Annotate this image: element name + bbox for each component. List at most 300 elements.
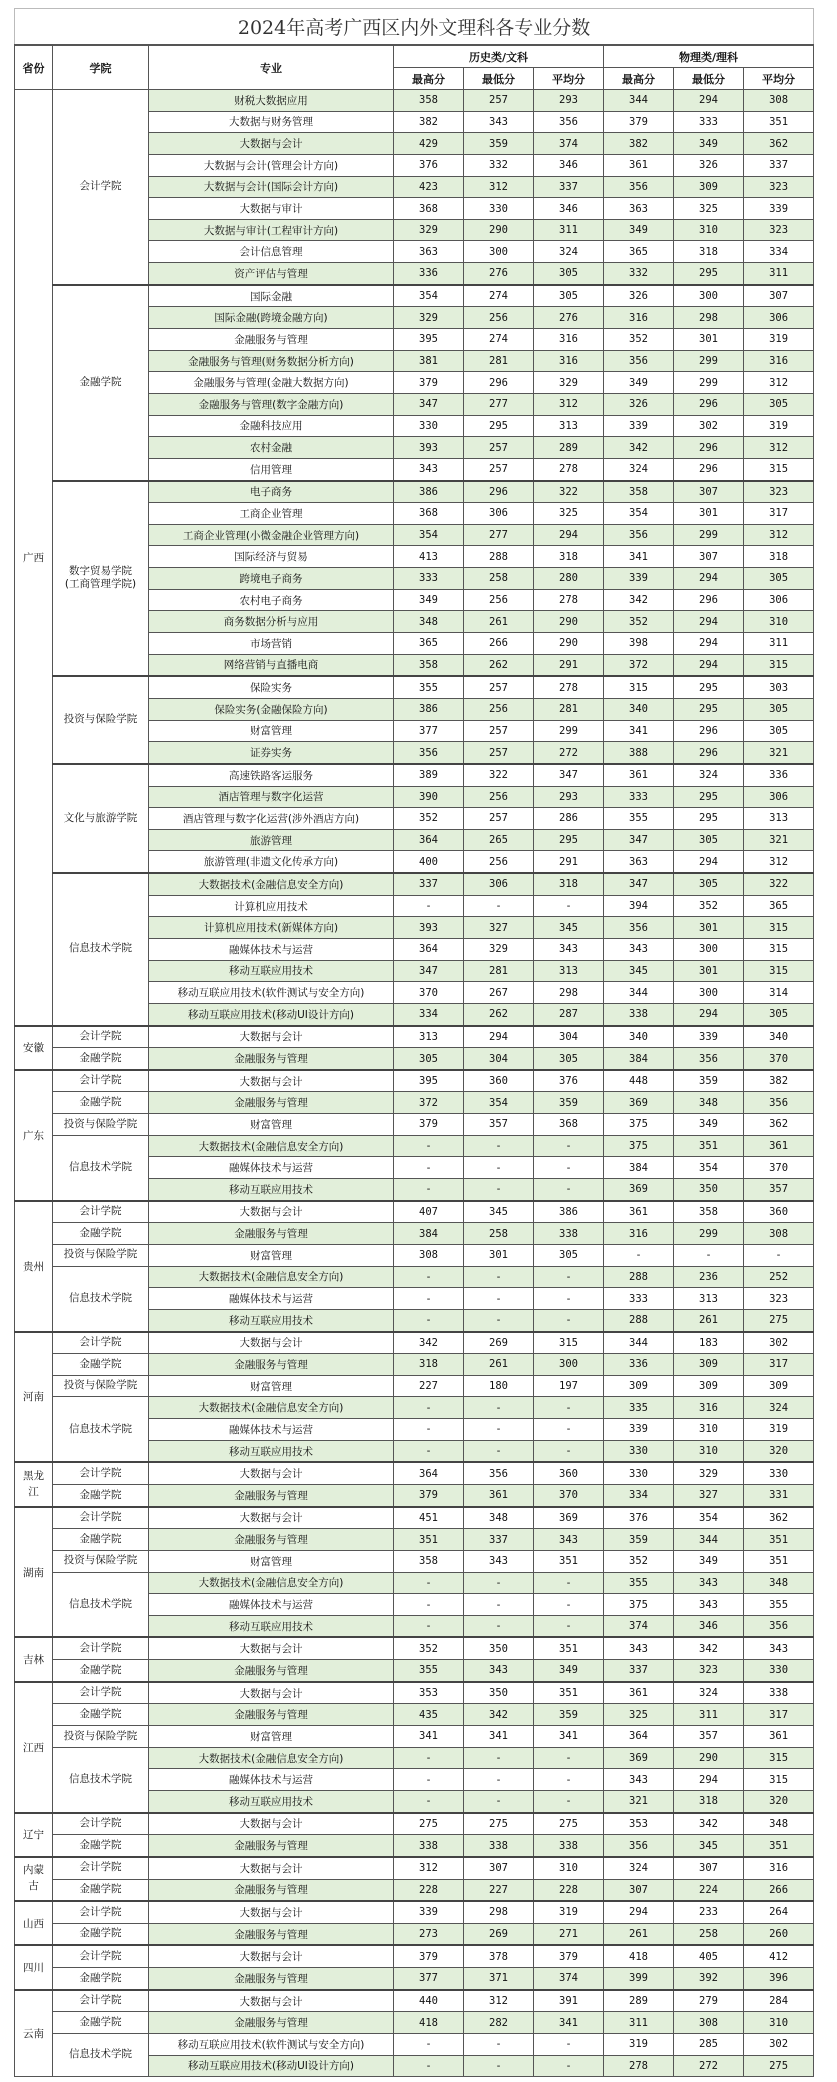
physics-max-cell: 344 <box>604 90 674 112</box>
physics-avg-cell: 305 <box>744 1003 814 1025</box>
history-min-cell: - <box>464 1790 534 1812</box>
college-cell: 投资与保险学院 <box>53 1114 149 1136</box>
physics-avg-cell: 312 <box>744 372 814 394</box>
college-cell: 会计学院 <box>53 1901 149 1923</box>
province-cell: 河南 <box>15 1332 53 1463</box>
header-history-max: 最高分 <box>394 68 464 90</box>
college-cell: 金融学院 <box>53 285 149 481</box>
major-cell: 大数据与会计 <box>149 1990 394 2012</box>
table-row <box>15 1968 814 1990</box>
history-max-cell: 347 <box>394 960 464 982</box>
physics-min-cell: 294 <box>674 1003 744 1025</box>
physics-avg-cell: 306 <box>744 307 814 329</box>
major-cell: 旅游管理(非遗文化传承方向) <box>149 851 394 873</box>
history-min-cell: 257 <box>464 437 534 459</box>
physics-max-cell: 356 <box>604 350 674 372</box>
table-row <box>15 676 814 698</box>
physics-min-cell: 344 <box>674 1529 744 1551</box>
history-max-cell: 379 <box>394 372 464 394</box>
history-min-cell: 345 <box>464 1201 534 1223</box>
physics-avg-cell: 316 <box>744 1857 814 1879</box>
history-max-cell: 356 <box>394 742 464 764</box>
physics-avg-cell: 264 <box>744 1901 814 1923</box>
history-min-cell: - <box>464 1572 534 1594</box>
history-min-cell: - <box>464 895 534 917</box>
history-avg-cell: 295 <box>534 829 604 851</box>
physics-max-cell: 316 <box>604 1223 674 1245</box>
physics-avg-cell: 412 <box>744 1945 814 1967</box>
history-avg-cell: 346 <box>534 154 604 176</box>
physics-max-cell: 339 <box>604 415 674 437</box>
physics-avg-cell: 311 <box>744 633 814 655</box>
table-row <box>15 1682 814 1704</box>
history-avg-cell: - <box>534 1266 604 1288</box>
history-avg-cell: 325 <box>534 503 604 525</box>
physics-max-cell: 343 <box>604 938 674 960</box>
table-row <box>15 1485 814 1507</box>
major-cell: 酒店管理与数字化运营 <box>149 786 394 808</box>
major-cell: 大数据与会计 <box>149 1857 394 1879</box>
history-max-cell: 379 <box>394 1114 464 1136</box>
history-avg-cell: 369 <box>534 1507 604 1529</box>
physics-min-cell: 349 <box>674 1550 744 1572</box>
physics-max-cell: 325 <box>604 1704 674 1726</box>
province-cell: 广西 <box>15 90 53 1026</box>
physics-max-cell: 342 <box>604 437 674 459</box>
physics-max-cell: 372 <box>604 654 674 676</box>
table-row <box>15 1397 814 1419</box>
major-cell: 财富管理 <box>149 1244 394 1266</box>
physics-max-cell: 355 <box>604 1572 674 1594</box>
physics-min-cell: 300 <box>674 982 744 1004</box>
major-cell: 金融服务与管理 <box>149 1923 394 1945</box>
major-cell: 金融服务与管理 <box>149 1835 394 1857</box>
history-min-cell: 281 <box>464 960 534 982</box>
history-avg-cell: 275 <box>534 1813 604 1835</box>
history-avg-cell: 316 <box>534 350 604 372</box>
college-cell: 金融学院 <box>53 1835 149 1857</box>
physics-min-cell: 296 <box>674 458 744 480</box>
major-cell: 金融服务与管理 <box>149 1879 394 1901</box>
major-cell: 大数据与会计(管理会计方向) <box>149 154 394 176</box>
header-province: 省份 <box>15 45 53 90</box>
physics-avg-cell: 317 <box>744 1704 814 1726</box>
history-max-cell: 376 <box>394 154 464 176</box>
physics-avg-cell: 343 <box>744 1637 814 1659</box>
physics-min-cell: 294 <box>674 851 744 873</box>
physics-min-cell: 392 <box>674 1968 744 1990</box>
major-cell: 移动互联应用技术 <box>149 1615 394 1637</box>
province-cell: 广东 <box>15 1070 53 1201</box>
physics-avg-cell: 324 <box>744 1397 814 1419</box>
history-min-cell: - <box>464 1288 534 1310</box>
physics-avg-cell: 315 <box>744 917 814 939</box>
physics-avg-cell: 361 <box>744 1726 814 1748</box>
history-min-cell: 294 <box>464 1026 534 1048</box>
history-max-cell: 343 <box>394 458 464 480</box>
physics-max-cell: 326 <box>604 393 674 415</box>
history-max-cell: 275 <box>394 1813 464 1835</box>
history-avg-cell: 276 <box>534 307 604 329</box>
history-avg-cell: 291 <box>534 851 604 873</box>
physics-avg-cell: 330 <box>744 1660 814 1682</box>
history-min-cell: 361 <box>464 1485 534 1507</box>
college-cell: 信息技术学院 <box>53 873 149 1025</box>
physics-max-cell: 333 <box>604 1288 674 1310</box>
history-avg-cell: 290 <box>534 611 604 633</box>
physics-min-cell: 302 <box>674 415 744 437</box>
college-cell: 会计学院 <box>53 1637 149 1659</box>
physics-avg-cell: 319 <box>744 329 814 351</box>
physics-avg-cell: 320 <box>744 1790 814 1812</box>
major-cell: 大数据与会计 <box>149 1507 394 1529</box>
physics-max-cell: 349 <box>604 219 674 241</box>
physics-max-cell: 361 <box>604 1201 674 1223</box>
history-avg-cell: 374 <box>534 133 604 155</box>
major-cell: 信用管理 <box>149 458 394 480</box>
physics-avg-cell: 323 <box>744 176 814 198</box>
major-cell: 大数据与审计(工程审计方向) <box>149 219 394 241</box>
physics-avg-cell: 340 <box>744 1026 814 1048</box>
physics-min-cell: 290 <box>674 1747 744 1769</box>
history-max-cell: 352 <box>394 1637 464 1659</box>
history-max-cell: - <box>394 1309 464 1331</box>
history-avg-cell: 289 <box>534 437 604 459</box>
history-avg-cell: 329 <box>534 372 604 394</box>
history-max-cell: 338 <box>394 1835 464 1857</box>
history-min-cell: 327 <box>464 917 534 939</box>
province-cell: 云南 <box>15 1990 53 2077</box>
header-college: 学院 <box>53 45 149 90</box>
college-cell: 金融学院 <box>53 1923 149 1945</box>
physics-max-cell: 309 <box>604 1375 674 1397</box>
major-cell: 大数据技术(金融信息安全方向) <box>149 1747 394 1769</box>
table-row <box>15 764 814 786</box>
college-cell: 信息技术学院 <box>53 1397 149 1462</box>
history-max-cell: 368 <box>394 503 464 525</box>
history-avg-cell: - <box>534 1615 604 1637</box>
major-cell: 国际金融(跨境金融方向) <box>149 307 394 329</box>
physics-max-cell: 352 <box>604 611 674 633</box>
history-min-cell: 276 <box>464 263 534 285</box>
history-max-cell: 407 <box>394 1201 464 1223</box>
physics-avg-cell: 356 <box>744 1615 814 1637</box>
province-cell: 四川 <box>15 1945 53 1989</box>
physics-min-cell: 343 <box>674 1594 744 1616</box>
history-avg-cell: - <box>534 1419 604 1441</box>
physics-min-cell: 308 <box>674 2012 744 2034</box>
physics-max-cell: 288 <box>604 1266 674 1288</box>
physics-min-cell: 236 <box>674 1266 744 1288</box>
college-cell: 信息技术学院 <box>53 1572 149 1637</box>
physics-avg-cell: 355 <box>744 1594 814 1616</box>
physics-avg-cell: 348 <box>744 1813 814 1835</box>
history-max-cell: 372 <box>394 1092 464 1114</box>
physics-max-cell: 369 <box>604 1179 674 1201</box>
physics-avg-cell: 396 <box>744 1968 814 1990</box>
history-max-cell: 333 <box>394 568 464 590</box>
history-min-cell: 295 <box>464 415 534 437</box>
table-row <box>15 1201 814 1223</box>
physics-max-cell: 379 <box>604 111 674 133</box>
history-min-cell: - <box>464 1594 534 1616</box>
college-cell: 金融学院 <box>53 1879 149 1901</box>
physics-max-cell: 338 <box>604 1003 674 1025</box>
history-max-cell: 389 <box>394 764 464 786</box>
table-row <box>15 1266 814 1288</box>
history-min-cell: 269 <box>464 1923 534 1945</box>
major-cell: 财富管理 <box>149 1726 394 1748</box>
history-max-cell: 337 <box>394 873 464 895</box>
physics-min-cell: 339 <box>674 1026 744 1048</box>
history-min-cell: 343 <box>464 1550 534 1572</box>
physics-max-cell: 289 <box>604 1990 674 2012</box>
major-cell: 财富管理 <box>149 720 394 742</box>
history-max-cell: 339 <box>394 1901 464 1923</box>
physics-avg-cell: 312 <box>744 437 814 459</box>
history-min-cell: 275 <box>464 1813 534 1835</box>
physics-avg-cell: 351 <box>744 1835 814 1857</box>
physics-min-cell: 301 <box>674 960 744 982</box>
history-max-cell: 363 <box>394 241 464 263</box>
history-max-cell: 355 <box>394 676 464 698</box>
province-cell: 江西 <box>15 1682 53 1813</box>
history-max-cell: 418 <box>394 2012 464 2034</box>
major-cell: 移动互联应用技术 <box>149 1440 394 1462</box>
physics-min-cell: 296 <box>674 393 744 415</box>
history-max-cell: 379 <box>394 1945 464 1967</box>
major-cell: 大数据技术(金融信息安全方向) <box>149 1135 394 1157</box>
history-min-cell: - <box>464 1135 534 1157</box>
major-cell: 金融服务与管理 <box>149 1048 394 1070</box>
history-min-cell: 290 <box>464 219 534 241</box>
table-row <box>15 1244 814 1266</box>
history-max-cell: 384 <box>394 1223 464 1245</box>
college-cell: 信息技术学院 <box>53 1747 149 1812</box>
physics-max-cell: 365 <box>604 241 674 263</box>
history-avg-cell: - <box>534 1790 604 1812</box>
major-cell: 融媒体技术与运营 <box>149 1157 394 1179</box>
history-avg-cell: 310 <box>534 1857 604 1879</box>
physics-max-cell: 336 <box>604 1354 674 1376</box>
physics-min-cell: 354 <box>674 1157 744 1179</box>
history-avg-cell: - <box>534 1179 604 1201</box>
history-min-cell: 288 <box>464 546 534 568</box>
history-avg-cell: 343 <box>534 938 604 960</box>
physics-max-cell: 347 <box>604 829 674 851</box>
history-min-cell: 330 <box>464 198 534 220</box>
physics-max-cell: 382 <box>604 133 674 155</box>
history-avg-cell: - <box>534 2055 604 2077</box>
history-avg-cell: 315 <box>534 1332 604 1354</box>
history-min-cell: 296 <box>464 372 534 394</box>
history-min-cell: - <box>464 1419 534 1441</box>
physics-min-cell: 342 <box>674 1813 744 1835</box>
history-min-cell: - <box>464 1266 534 1288</box>
physics-avg-cell: 305 <box>744 698 814 720</box>
history-min-cell: 306 <box>464 873 534 895</box>
history-avg-cell: 318 <box>534 546 604 568</box>
major-cell: 大数据与会计 <box>149 1332 394 1354</box>
college-cell: 金融学院 <box>53 1223 149 1245</box>
history-min-cell: 257 <box>464 742 534 764</box>
history-avg-cell: 304 <box>534 1026 604 1048</box>
physics-avg-cell: 337 <box>744 154 814 176</box>
physics-min-cell: 318 <box>674 241 744 263</box>
history-min-cell: 312 <box>464 176 534 198</box>
history-min-cell: 298 <box>464 1901 534 1923</box>
physics-min-cell: 299 <box>674 372 744 394</box>
physics-avg-cell: 362 <box>744 1507 814 1529</box>
history-avg-cell: 299 <box>534 720 604 742</box>
history-max-cell: - <box>394 1179 464 1201</box>
major-cell: 财富管理 <box>149 1550 394 1572</box>
major-cell: 大数据与财务管理 <box>149 111 394 133</box>
history-min-cell: 258 <box>464 1223 534 1245</box>
physics-max-cell: 345 <box>604 960 674 982</box>
major-cell: 融媒体技术与运营 <box>149 1419 394 1441</box>
major-cell: 资产评估与管理 <box>149 263 394 285</box>
physics-avg-cell: 317 <box>744 1354 814 1376</box>
history-max-cell: 336 <box>394 263 464 285</box>
physics-min-cell: 316 <box>674 1397 744 1419</box>
history-avg-cell: 351 <box>534 1682 604 1704</box>
physics-min-cell: 307 <box>674 481 744 503</box>
history-avg-cell: - <box>534 895 604 917</box>
physics-max-cell: 359 <box>604 1529 674 1551</box>
history-min-cell: 262 <box>464 654 534 676</box>
physics-avg-cell: 306 <box>744 786 814 808</box>
physics-min-cell: 324 <box>674 764 744 786</box>
history-max-cell: 451 <box>394 1507 464 1529</box>
history-max-cell: 365 <box>394 633 464 655</box>
physics-min-cell: 224 <box>674 1879 744 1901</box>
physics-max-cell: 332 <box>604 263 674 285</box>
college-cell: 信息技术学院 <box>53 1266 149 1331</box>
physics-max-cell: 358 <box>604 481 674 503</box>
major-cell: 金融科技应用 <box>149 415 394 437</box>
history-max-cell: 353 <box>394 1682 464 1704</box>
table-row <box>15 1945 814 1967</box>
history-avg-cell: 370 <box>534 1485 604 1507</box>
history-max-cell: 351 <box>394 1529 464 1551</box>
physics-min-cell: 307 <box>674 546 744 568</box>
major-cell: 财富管理 <box>149 1114 394 1136</box>
history-max-cell: 342 <box>394 1332 464 1354</box>
college-cell: 会计学院 <box>53 1857 149 1879</box>
province-cell: 湖南 <box>15 1507 53 1638</box>
physics-max-cell: 344 <box>604 1332 674 1354</box>
physics-min-cell: 296 <box>674 742 744 764</box>
physics-max-cell: 375 <box>604 1135 674 1157</box>
physics-min-cell: 301 <box>674 329 744 351</box>
major-cell: 移动互联应用技术(软件测试与安全方向) <box>149 982 394 1004</box>
history-max-cell: - <box>394 1157 464 1179</box>
history-avg-cell: 305 <box>534 263 604 285</box>
history-min-cell: - <box>464 1157 534 1179</box>
table-row <box>15 1637 814 1659</box>
physics-min-cell: 309 <box>674 176 744 198</box>
history-max-cell: 228 <box>394 1879 464 1901</box>
college-cell: 投资与保险学院 <box>53 1726 149 1748</box>
major-cell: 金融服务与管理 <box>149 1485 394 1507</box>
physics-max-cell: 311 <box>604 2012 674 2034</box>
physics-avg-cell: 365 <box>744 895 814 917</box>
college-cell: 会计学院 <box>53 1462 149 1484</box>
college-cell: 金融学院 <box>53 1704 149 1726</box>
major-cell: 大数据与会计 <box>149 1201 394 1223</box>
physics-min-cell: 183 <box>674 1332 744 1354</box>
physics-max-cell: 347 <box>604 873 674 895</box>
physics-avg-cell: 303 <box>744 676 814 698</box>
physics-max-cell: 330 <box>604 1440 674 1462</box>
history-max-cell: 312 <box>394 1857 464 1879</box>
history-min-cell: 356 <box>464 1462 534 1484</box>
physics-min-cell: 233 <box>674 1901 744 1923</box>
header-history-group: 历史类/文科 <box>394 45 604 68</box>
physics-max-cell: 341 <box>604 546 674 568</box>
history-avg-cell: 311 <box>534 219 604 241</box>
history-avg-cell: 346 <box>534 198 604 220</box>
physics-min-cell: 298 <box>674 307 744 329</box>
history-avg-cell: - <box>534 1747 604 1769</box>
physics-min-cell: 295 <box>674 698 744 720</box>
table-row <box>15 1332 814 1354</box>
history-avg-cell: 294 <box>534 524 604 546</box>
college-cell: 金融学院 <box>53 1529 149 1551</box>
physics-avg-cell: 348 <box>744 1572 814 1594</box>
physics-max-cell: 364 <box>604 1726 674 1748</box>
physics-min-cell: 343 <box>674 1572 744 1594</box>
history-max-cell: 334 <box>394 1003 464 1025</box>
history-avg-cell: 290 <box>534 633 604 655</box>
physics-min-cell: 301 <box>674 503 744 525</box>
history-max-cell: 370 <box>394 982 464 1004</box>
major-cell: 金融服务与管理 <box>149 1660 394 1682</box>
table-row <box>15 90 814 112</box>
physics-max-cell: 394 <box>604 895 674 917</box>
history-min-cell: - <box>464 1179 534 1201</box>
major-cell: 移动互联应用技术 <box>149 1309 394 1331</box>
college-cell: 投资与保险学院 <box>53 1550 149 1572</box>
header-history-avg: 平均分 <box>534 68 604 90</box>
physics-max-cell: 448 <box>604 1070 674 1092</box>
history-max-cell: 379 <box>394 1485 464 1507</box>
score-sheet <box>14 8 813 2077</box>
major-cell: 金融服务与管理(数字金融方向) <box>149 393 394 415</box>
physics-min-cell: 309 <box>674 1354 744 1376</box>
physics-min-cell: 310 <box>674 1440 744 1462</box>
physics-max-cell: 319 <box>604 2034 674 2056</box>
history-max-cell: - <box>394 1615 464 1637</box>
history-min-cell: 269 <box>464 1332 534 1354</box>
physics-avg-cell: 305 <box>744 393 814 415</box>
physics-min-cell: 351 <box>674 1135 744 1157</box>
physics-max-cell: 330 <box>604 1462 674 1484</box>
physics-max-cell: 316 <box>604 307 674 329</box>
physics-avg-cell: 339 <box>744 198 814 220</box>
college-cell: 会计学院 <box>53 1332 149 1354</box>
physics-avg-cell: 323 <box>744 481 814 503</box>
major-cell: 大数据与会计 <box>149 1637 394 1659</box>
physics-avg-cell: 361 <box>744 1135 814 1157</box>
major-cell: 商务数据分析与应用 <box>149 611 394 633</box>
physics-max-cell: 335 <box>604 1397 674 1419</box>
physics-max-cell: 361 <box>604 1682 674 1704</box>
history-min-cell: 307 <box>464 1857 534 1879</box>
college-cell: 投资与保险学院 <box>53 1244 149 1266</box>
history-min-cell: - <box>464 1615 534 1637</box>
